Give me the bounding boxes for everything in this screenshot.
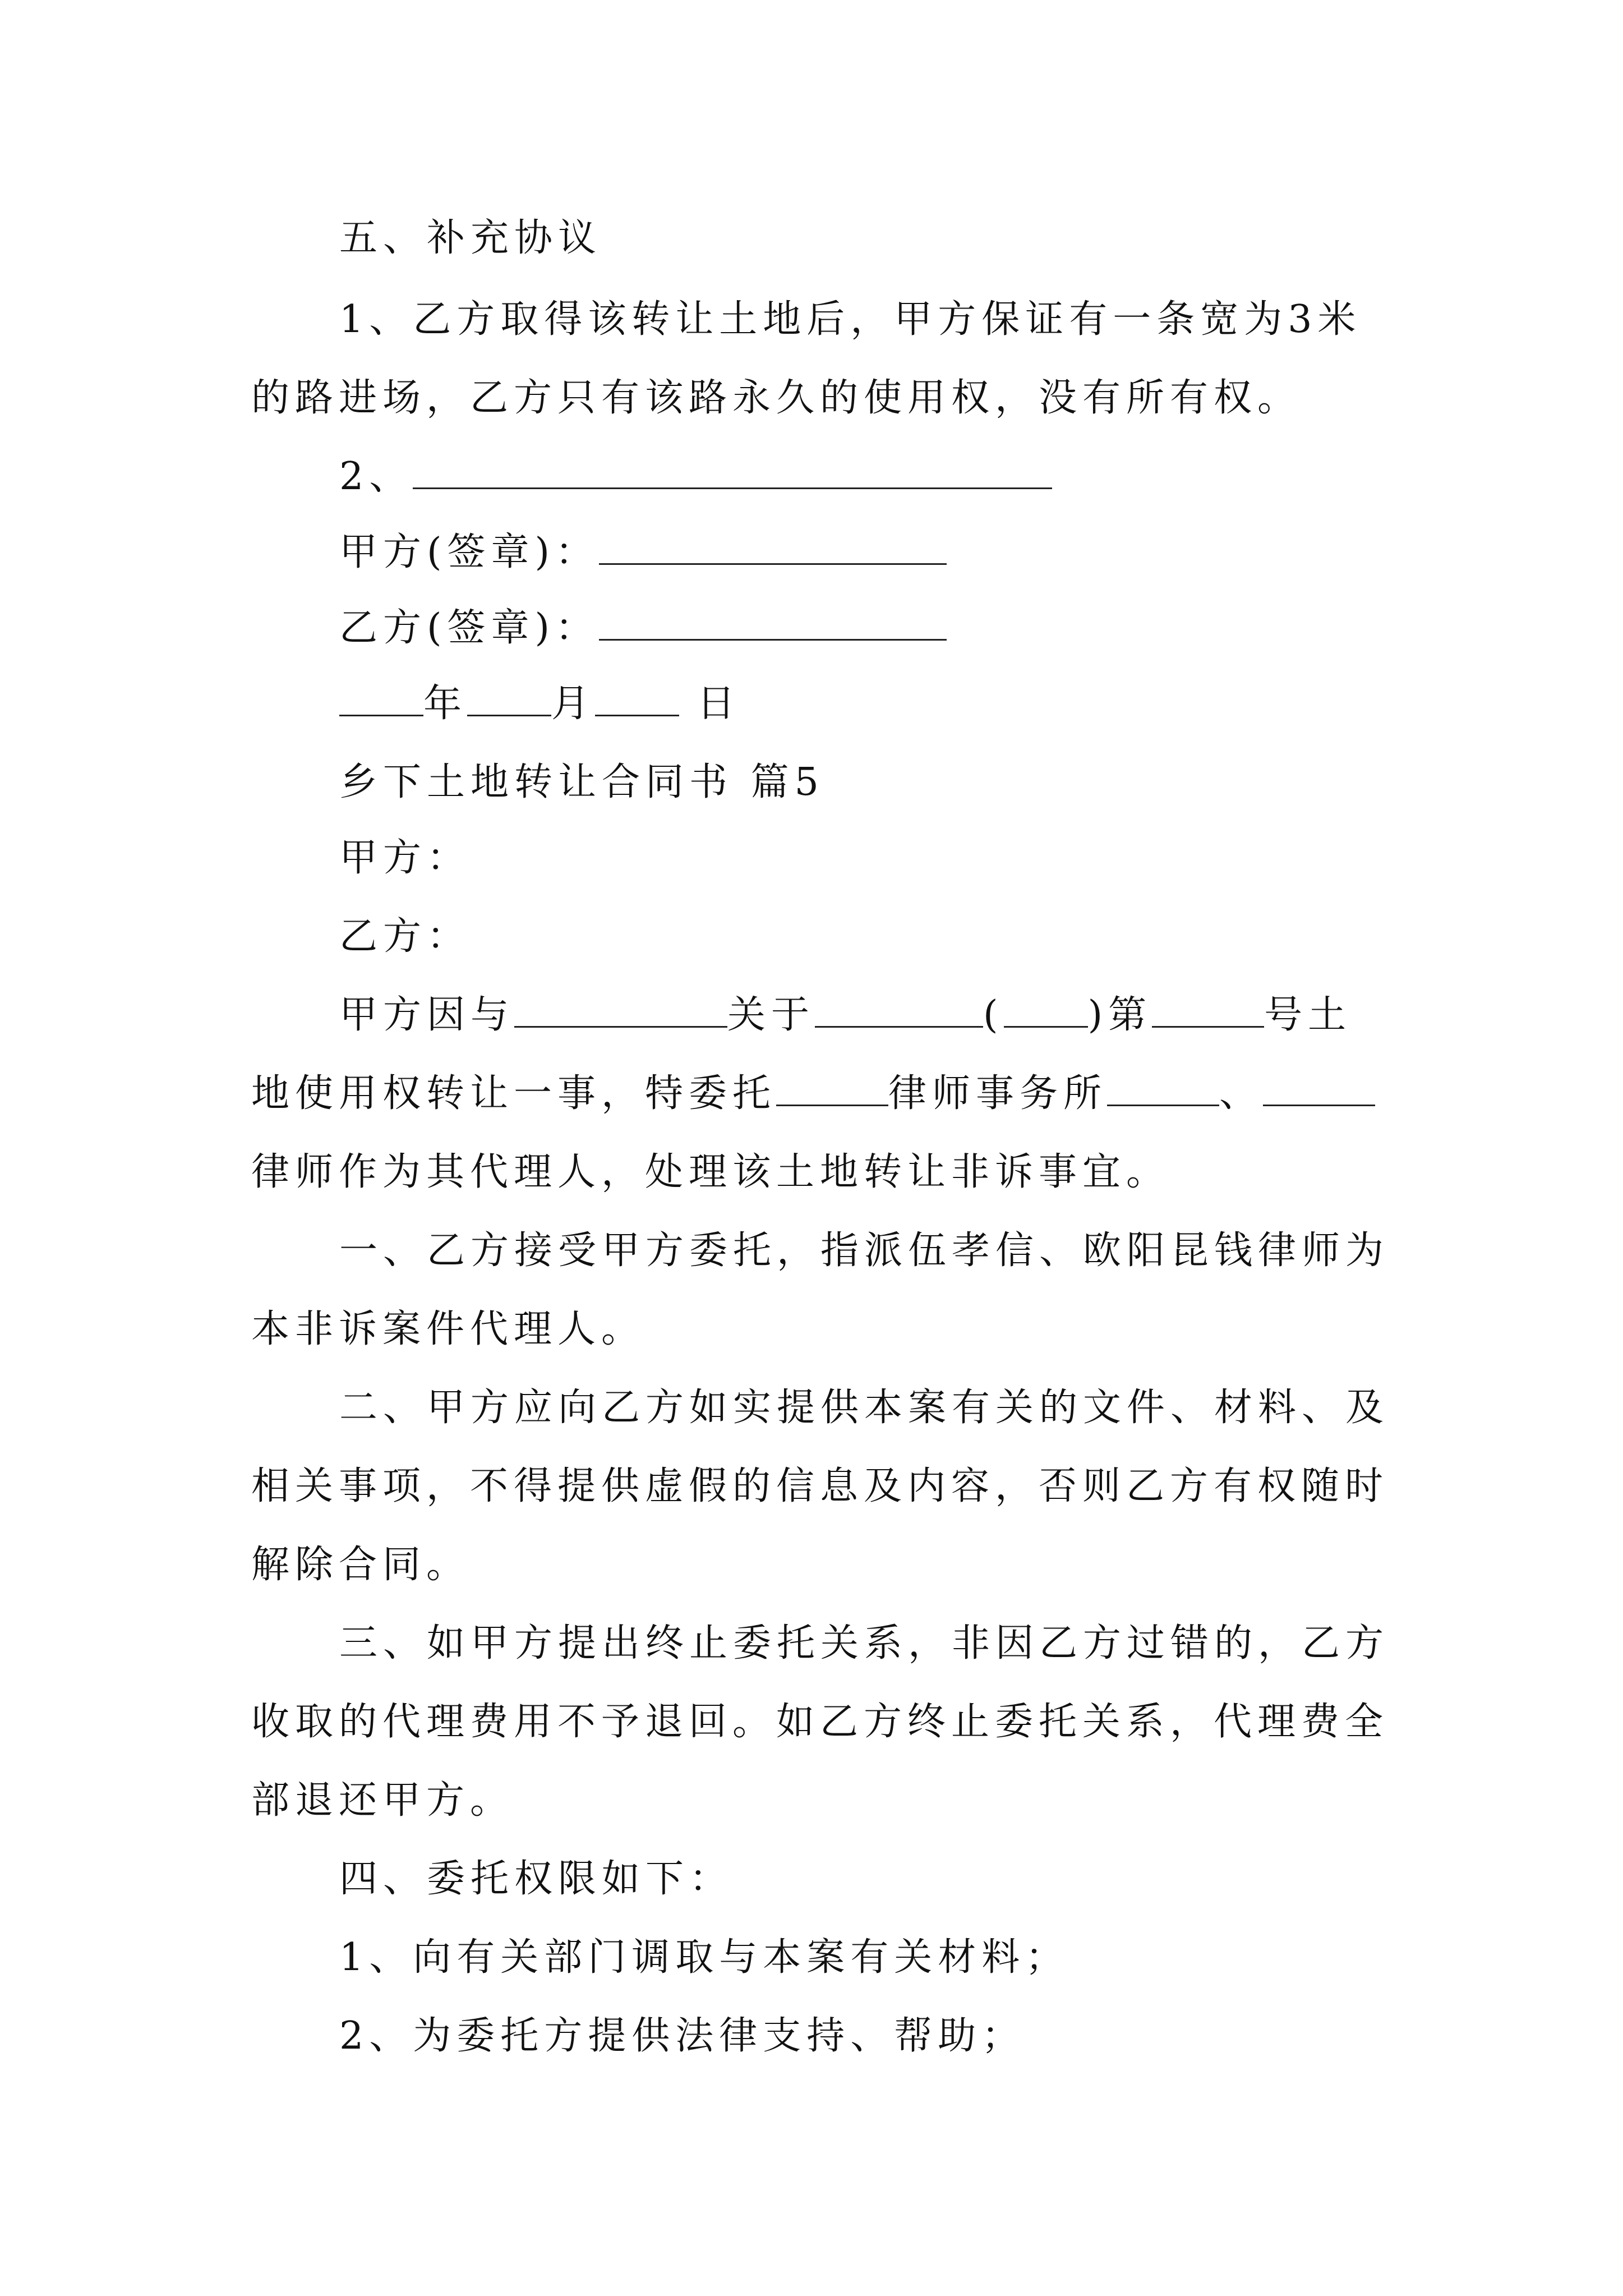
paragraph-line: 三、如甲方提出终止委托关系，非因乙方过错的，乙方 bbox=[339, 1621, 1390, 1665]
party-a-signature-line: 甲方(签章)： bbox=[339, 530, 1388, 575]
blank-line bbox=[815, 993, 983, 1028]
blank-line bbox=[1107, 1072, 1219, 1106]
signature-blank bbox=[599, 531, 947, 565]
list-item: 2、为委托方提供法律支持、帮助； bbox=[339, 2014, 1026, 2058]
paragraph-line: 本非诉案件代理人。 bbox=[251, 1307, 645, 1351]
blank-line bbox=[1004, 993, 1088, 1028]
section-heading-authority: 四、委托权限如下： bbox=[339, 1857, 734, 1901]
blank-line bbox=[776, 1072, 888, 1106]
date-line: 年 月 日 bbox=[339, 682, 1388, 726]
signature-blank bbox=[599, 606, 947, 641]
blank-line bbox=[1152, 993, 1264, 1028]
paragraph-line: 一、乙方接受甲方委托，指派伍孝信、欧阳昆钱律师为 bbox=[339, 1228, 1390, 1273]
paragraph-line: 律师作为其代理人，处理该土地转让非诉事宜。 bbox=[251, 1150, 1170, 1194]
month-blank bbox=[467, 682, 551, 716]
clause-2-line: 2、 bbox=[339, 454, 1388, 499]
paragraph-line: 相关事项，不得提供虚假的信息及内容，否则乙方有权随时 bbox=[251, 1464, 1389, 1508]
paragraph-line: 甲方因与 关于 ( )第 号土 bbox=[339, 993, 1352, 1037]
blank-line bbox=[1263, 1072, 1375, 1106]
paragraph-line: 二、甲方应向乙方如实提供本案有关的文件、材料、及 bbox=[339, 1386, 1390, 1430]
party-b-label: 乙方： bbox=[339, 914, 471, 959]
day-blank bbox=[595, 682, 679, 716]
paragraph-line: 解除合同。 bbox=[251, 1543, 471, 1587]
year-blank bbox=[339, 682, 423, 716]
paragraph-line: 收取的代理费用不予退回。如乙方终止委托关系，代理费全 bbox=[251, 1700, 1389, 1744]
contract-title: 乡下土地转让合同书 篇5 bbox=[339, 760, 824, 804]
paragraph-line: 1、乙方取得该转让土地后，甲方保证有一条宽为3米 bbox=[339, 297, 1362, 342]
blank-line bbox=[413, 455, 1052, 489]
list-item: 1、向有关部门调取与本案有关材料； bbox=[339, 1935, 1069, 1980]
paragraph-line: 的路进场，乙方只有该路永久的使用权，没有所有权。 bbox=[251, 376, 1302, 420]
section-heading-supplement: 五、补充协议 bbox=[339, 216, 602, 260]
party-b-signature-line: 乙方(签章)： bbox=[339, 606, 1388, 651]
blank-line bbox=[514, 993, 727, 1028]
paragraph-line: 部退还甲方。 bbox=[251, 1778, 514, 1823]
paragraph-line: 地使用权转让一事，特委托 律师事务所 、 bbox=[251, 1071, 1390, 1116]
party-a-label: 甲方： bbox=[339, 836, 471, 880]
